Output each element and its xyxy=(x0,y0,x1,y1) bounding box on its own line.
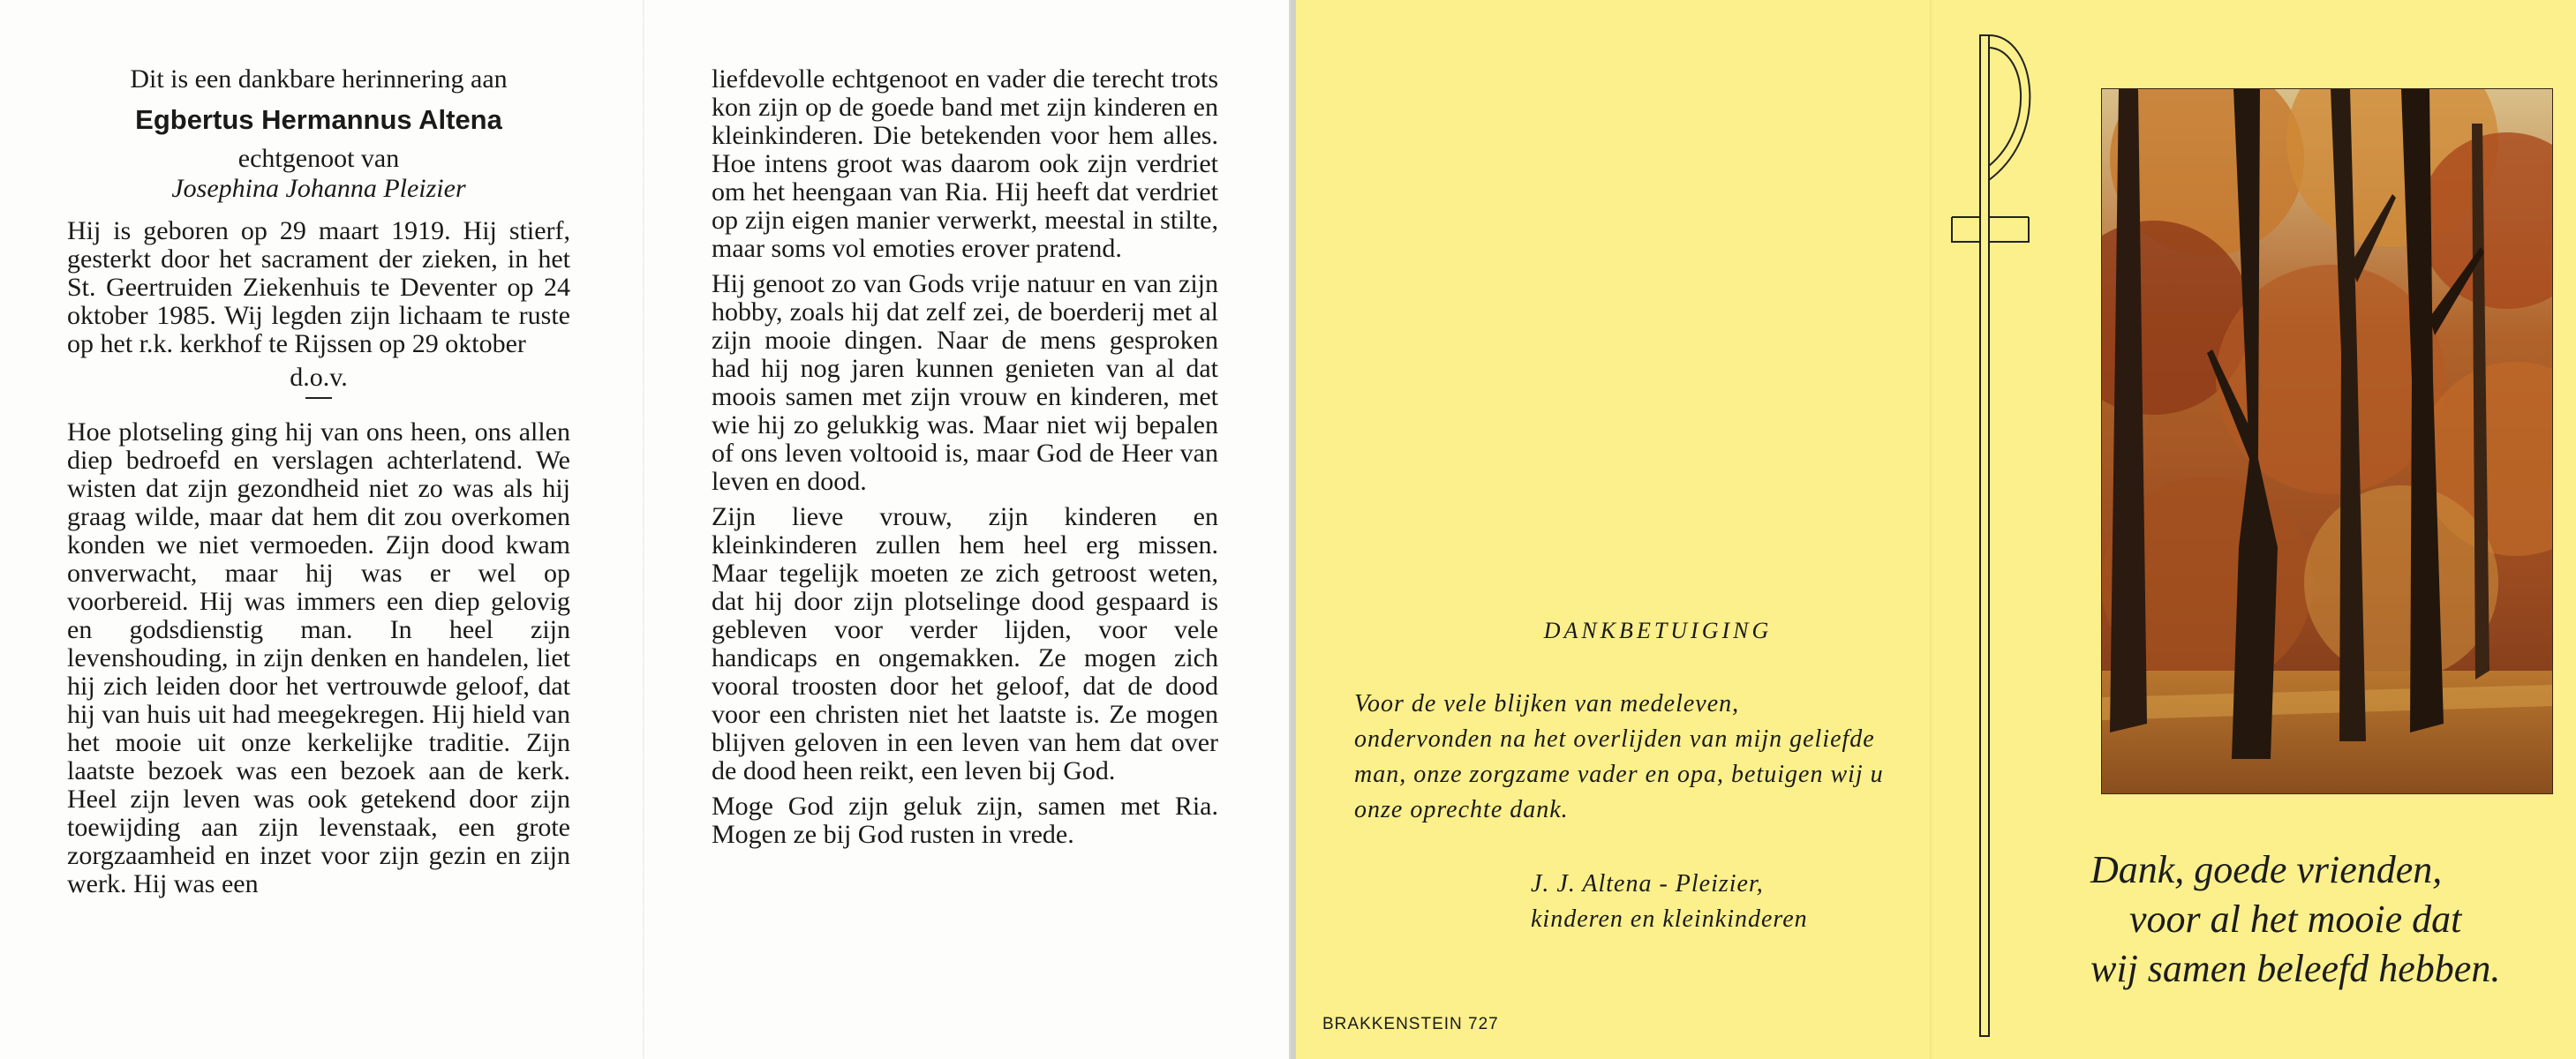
memorial-paragraph-4: Zijn lieve vrouw, zijn kinderen en kleinkinderen zullen hem heel erg missen. Maar tegelijk moeten ze zich getroost weten, dat hij door zijn plotselinge dood gespaard is gebleven voor verder lijden, voor vele handicaps en ongemakken. Ze mogen zich vooral troosten door het geloof, dat de dood voor een christen niet het laatste is. Ze mogen blijven geloven in een leven van hem dat over de dood heen reikt, een leven bij God. xyxy=(712,502,1218,785)
autumn-forest-photo xyxy=(2101,88,2553,794)
intro-text: Dit is een dankbare herinnering aan xyxy=(130,64,508,94)
left-column xyxy=(67,65,570,904)
thank-you-card xyxy=(1296,0,2576,1059)
publisher-mark: BRAKKENSTEIN 727 xyxy=(1322,1015,1499,1033)
biography-paragraph: Hij is geboren op 29 maart 1919. Hij stierf, gesterkt door het sacrament der zieken, in het St. Geertruiden Ziekenhuis te Deventer op 24 oktober 1985. Wij legden zijn lichaam te ruste op het r.k. kerkhof te Rijssen op 29 oktober xyxy=(67,216,570,358)
memorial-paragraph-3: Hij genoot zo van Gods vrije natuur en van zijn hobby, zoals hij dat zelf zei, de boerderij met al zijn mooie dingen. Naar de mens gesproken had hij nog jaren kunnen genieten van al dat moois samen met zijn vrouw en kinderen, met wie hij zo gelukkig was. Maar niet wij bepalen of ons leven voltooid is, maar God de Heer van leven en dood. xyxy=(712,269,1218,496)
spouse-name: Josephina Johanna Pleizier xyxy=(171,174,466,203)
memorial-paragraph-5: Moge God zijn geluk zijn, samen met Ria. Mogen ze bij God rusten in vrede. xyxy=(712,792,1218,849)
chi-rho-cross-icon xyxy=(1949,30,2037,1045)
quote-line: Dank, goede vrienden, xyxy=(2090,848,2443,891)
cover-quote xyxy=(2090,845,2567,994)
signature-name: J. J. Altena - Pleizier, xyxy=(1531,870,1764,898)
signature-family: kinderen en kleinkinderen xyxy=(1531,905,1808,933)
memorial-paragraph: Hoe plotseling ging hij van ons heen, ons allen diep bedroefd en verslagen achterlatend. We wisten dat zijn gezondheid niet zo was als hij graag wilde, maar dat hem dit zou overkomen konden we niet vermoeden. Zijn dood kwam onverwacht, maar hij was er wel op voorbereid. Hij was immers een diep gelovig en godsdienstig man. In heel zijn levenshouding, in zijn denken en handelen, liet hij zich leiden door het vertrouwde geloof, dat hij van huis uit had meegekregen. Hij hield van het mooie uit onze kerkelijke traditie. Zijn laatste bezoek was een bezoek aan de kerk. Heel zijn leven was ook getekend door zijn toewijding aan zijn levenstaak, een grote zorgzaamheid en inzet voor zijn gezin en zijn werk. Hij was een xyxy=(67,417,570,898)
dov-text: d.o.v. xyxy=(290,363,348,392)
memorial-paragraph-2: liefdevolle echtgenoot en vader die terecht trots kon zijn op de goede band met zijn kinderen en kleinkinderen. Die betekenden voor hem alles. Hoe intens groot was daarom ook zijn verdriet om het heengaan van Ria. Hij heeft dat verdriet op zijn eigen manier verwerkt, meestal in stilte, maar soms vol emoties erover pratend. xyxy=(712,64,1218,263)
right-column xyxy=(712,65,1218,856)
fold-line xyxy=(1930,0,1932,1059)
quote-line: voor al het mooie dat xyxy=(2129,898,2462,941)
signature xyxy=(1531,867,1902,937)
separator-dash xyxy=(305,397,332,399)
fold-line xyxy=(643,0,644,1059)
quote-line: wij samen beleefd hebben. xyxy=(2090,947,2501,990)
deceased-name: Egbertus Hermannus Altena xyxy=(135,104,502,135)
spouse-label: echtgenoot van xyxy=(237,144,400,173)
thank-you-text: Voor de vele blijken van medeleven, ondervonden na het overlijden van mijn geliefde man, onze zorgzame vader en opa, betuigen wij u onze oprechte dank. xyxy=(1354,690,1884,823)
thank-you-title: DANKBETUIGING xyxy=(1543,618,1773,643)
